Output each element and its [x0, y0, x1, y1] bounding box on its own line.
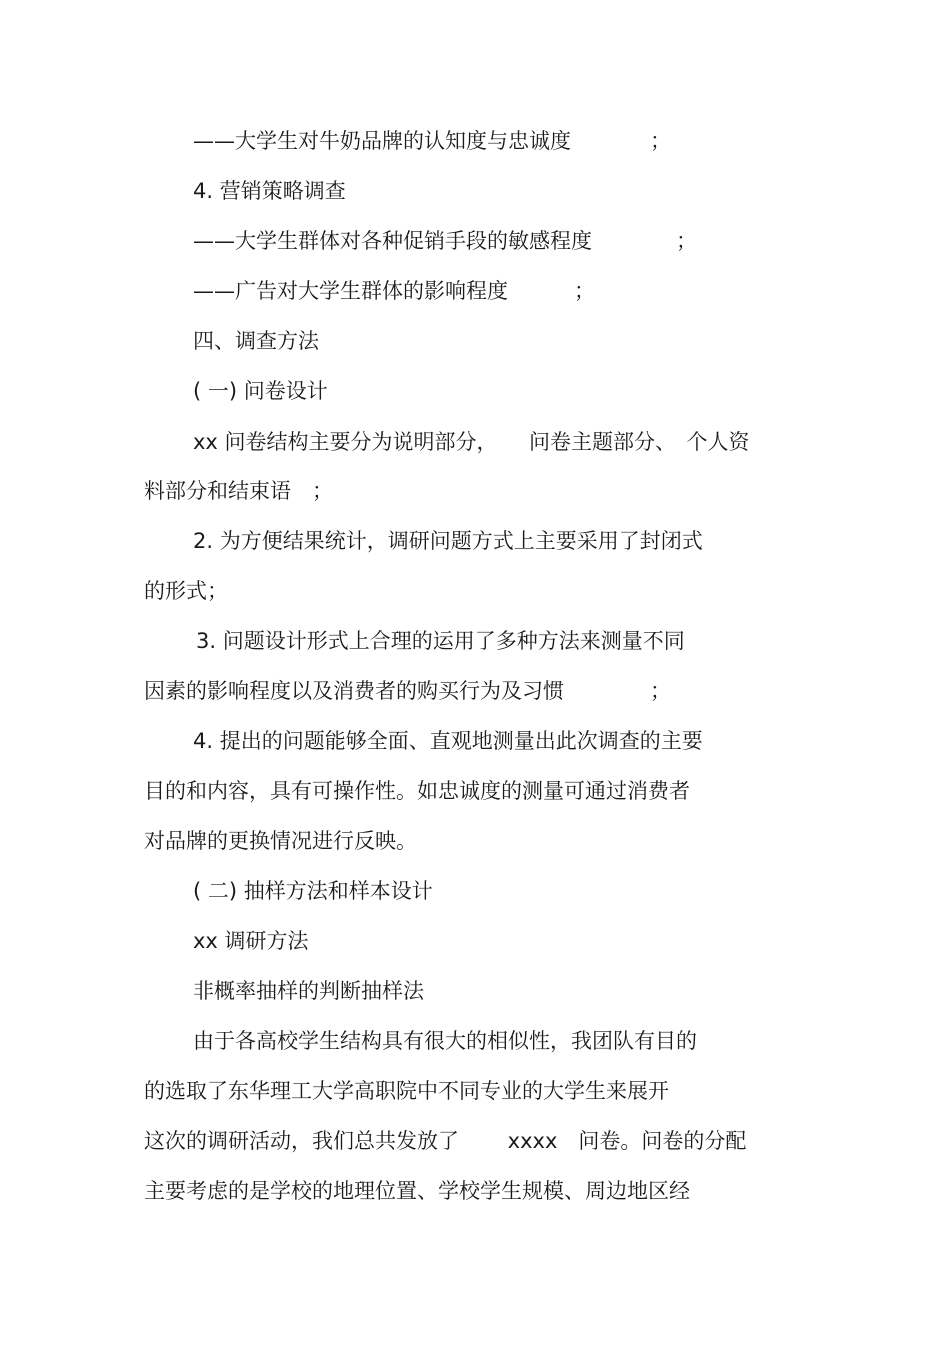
line-3-tail: ；: [676, 229, 697, 253]
line-12-tail: ；: [650, 679, 671, 703]
paragraph-line: 目的和内容，具有可操作性。如忠诚度的测量可通过消费者: [144, 779, 690, 803]
paragraph-line: 的选取了东华理工大学高职院中不同专业的大学生来展开: [144, 1079, 669, 1103]
text-line-1: ——大学生对牛奶品牌的认知度与忠诚度: [193, 129, 571, 153]
text-line-3: ——大学生群体对各种促销手段的敏感程度: [193, 229, 592, 253]
text-line-4: ——广告对大学生群体的影响程度: [193, 279, 508, 303]
paragraph-line: 对品牌的更换情况进行反映。: [144, 829, 417, 853]
paragraph-line: 由于各高校学生结构具有很大的相似性，我团队有目的: [193, 1029, 697, 1053]
paragraph-line: 料部分和结束语 ；: [144, 479, 333, 503]
line-1-tail: ；: [650, 129, 671, 153]
heading-survey-methods: 四、调查方法: [193, 329, 319, 353]
paragraph-line: 3. 问题设计形式上合理的运用了多种方法来测量不同: [196, 629, 685, 653]
paragraph-line: 主要考虑的是学校的地理位置、学校学生规模、周边地区经: [144, 1179, 690, 1203]
paragraph-line: 非概率抽样的判断抽样法: [193, 979, 424, 1003]
paragraph-line: 的形式；: [144, 579, 228, 603]
paragraph-line: 2. 为方便结果统计，调研问题方式上主要采用了封闭式: [193, 529, 703, 553]
paragraph-line: 这次的调研活动，我们总共发放了 xxxx 问卷。问卷的分配: [144, 1129, 747, 1153]
paragraph-line: xx 问卷结构主要分为说明部分， 问卷主题部分、 个人资: [193, 430, 750, 454]
paragraph-line: xx 调研方法: [193, 929, 309, 953]
paragraph-line: 因素的影响程度以及消费者的购买行为及习惯: [144, 679, 564, 703]
line-4-tail: ；: [574, 279, 595, 303]
heading-sampling-design: ( 二) 抽样方法和样本设计: [193, 879, 433, 903]
heading-questionnaire-design: ( 一) 问卷设计: [193, 379, 328, 403]
heading-marketing-survey: 4. 营销策略调查: [193, 179, 346, 203]
paragraph-line: 4. 提出的问题能够全面、直观地测量出此次调查的主要: [193, 729, 703, 753]
